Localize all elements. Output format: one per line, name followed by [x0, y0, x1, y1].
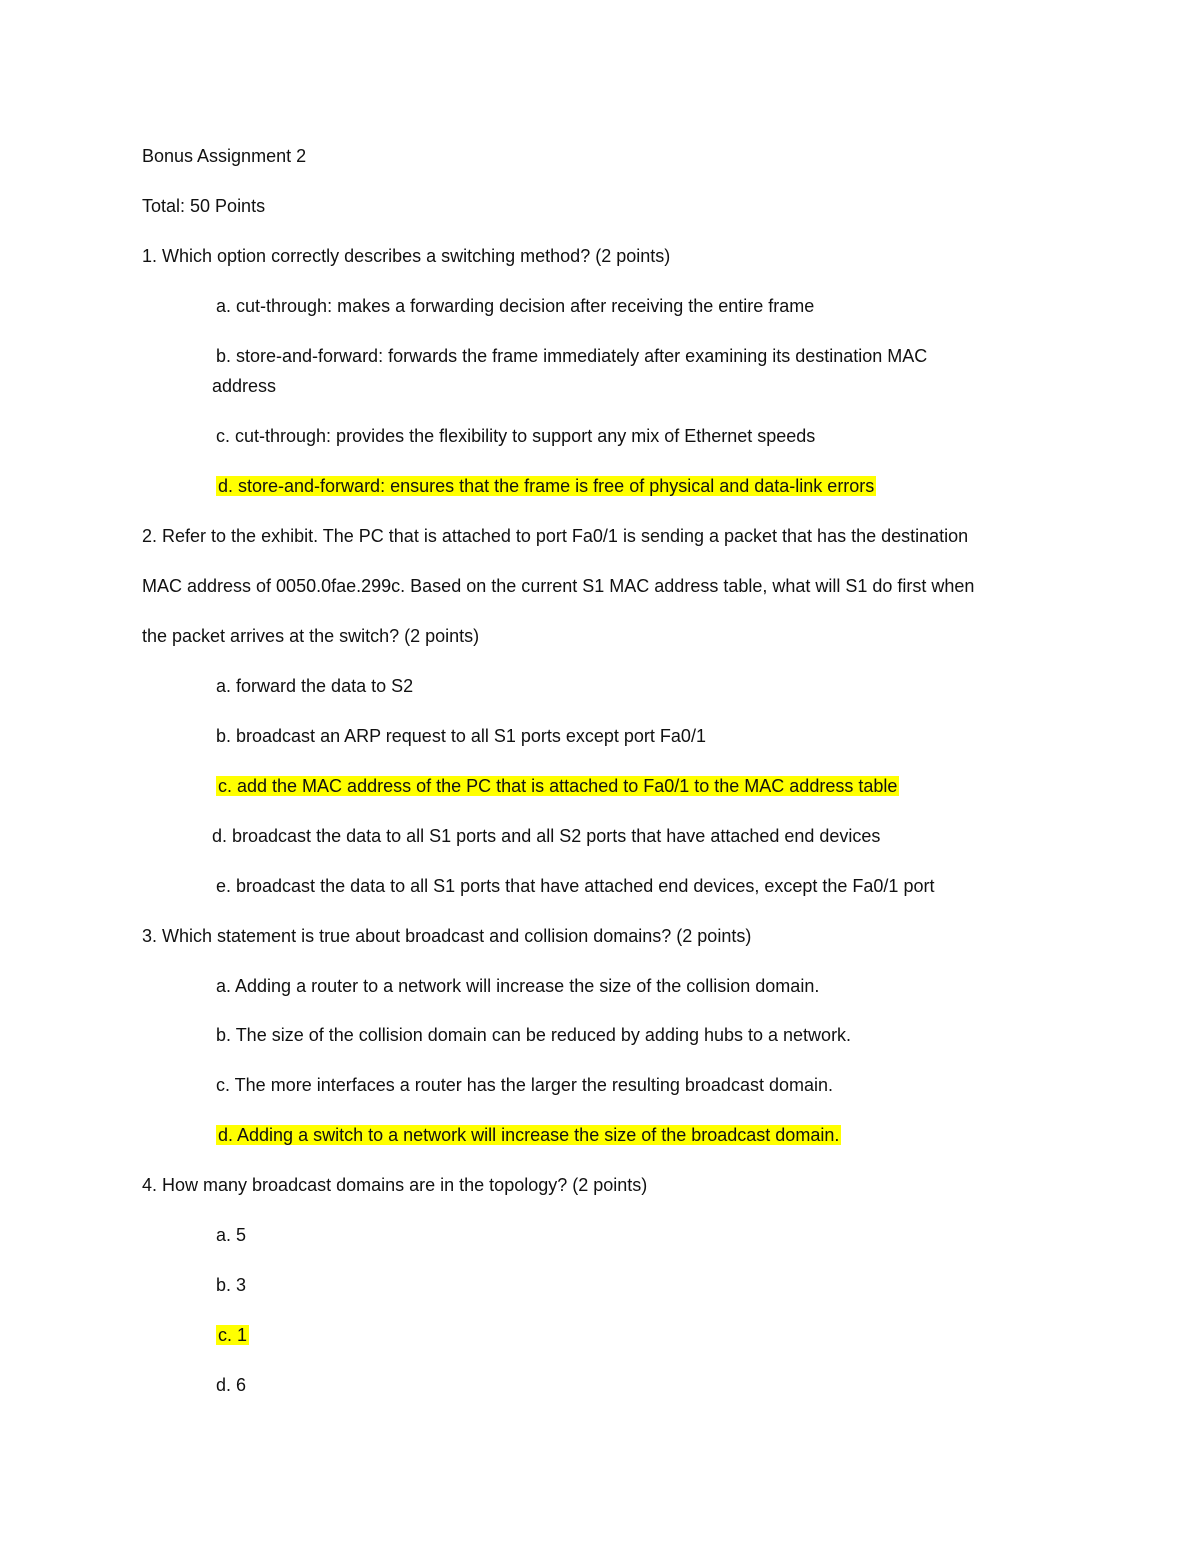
question-2-option-d: d. broadcast the data to all S1 ports and all S2 ports that have attached end devices [212, 826, 881, 846]
answer-highlight: c. 1 [218, 1325, 248, 1345]
question-4-prompt: 4. How many broadcast domains are in the topology? (2 points) [142, 1175, 648, 1195]
question-1-option-b-continued: address [212, 376, 277, 396]
answer-highlight: d. store-and-forward: ensures that the frame is free of physical and data-link errors [218, 476, 875, 496]
question-4-option-c-answer [216, 1323, 249, 1347]
answer-highlight: d. Adding a switch to a network will increase the size of the broadcast domain. [218, 1125, 840, 1145]
question-4-option-b: b. 3 [216, 1275, 247, 1295]
question-3-option-b: b. The size of the collision domain can be reduced by adding hubs to a network. [216, 1025, 852, 1045]
question-1-prompt: 1. Which option correctly describes a switching method? (2 points) [142, 246, 671, 266]
question-4-option-d: d. 6 [216, 1375, 247, 1395]
question-2-prompt-line-1: 2. Refer to the exhibit. The PC that is attached to port Fa0/1 is sending a packet that has the destination [142, 526, 969, 546]
question-1-option-c: c. cut-through: provides the flexibility to support any mix of Ethernet speeds [216, 426, 816, 446]
total-points: Total: 50 Points [142, 196, 266, 216]
answer-highlight: c. add the MAC address of the PC that is attached to Fa0/1 to the MAC address table [218, 776, 898, 796]
question-4-option-a: a. 5 [216, 1225, 247, 1245]
question-1-option-b: b. store-and-forward: forwards the frame immediately after examining its destination MAC [216, 346, 928, 366]
question-1-option-a: a. cut-through: makes a forwarding decision after receiving the entire frame [216, 296, 815, 316]
question-3-prompt: 3. Which statement is true about broadcast and collision domains? (2 points) [142, 926, 752, 946]
question-2-option-c-answer [216, 774, 899, 798]
question-2-option-e: e. broadcast the data to all S1 ports that have attached end devices, except the Fa0/1 port [216, 876, 935, 896]
question-3-option-a: a. Adding a router to a network will increase the size of the collision domain. [216, 976, 820, 996]
question-3-option-c: c. The more interfaces a router has the larger the resulting broadcast domain. [216, 1075, 833, 1095]
question-2-option-a: a. forward the data to S2 [216, 676, 414, 696]
document-title: Bonus Assignment 2 [142, 146, 307, 166]
question-1-option-d-answer [216, 474, 876, 498]
question-2-prompt-line-2: MAC address of 0050.0fae.299c. Based on the current S1 MAC address table, what will S1 do first when [142, 576, 975, 596]
question-3-option-d-answer [216, 1123, 841, 1147]
question-2-option-b: b. broadcast an ARP request to all S1 ports except port Fa0/1 [216, 726, 706, 746]
question-2-prompt-line-3: the packet arrives at the switch? (2 points) [142, 626, 480, 646]
